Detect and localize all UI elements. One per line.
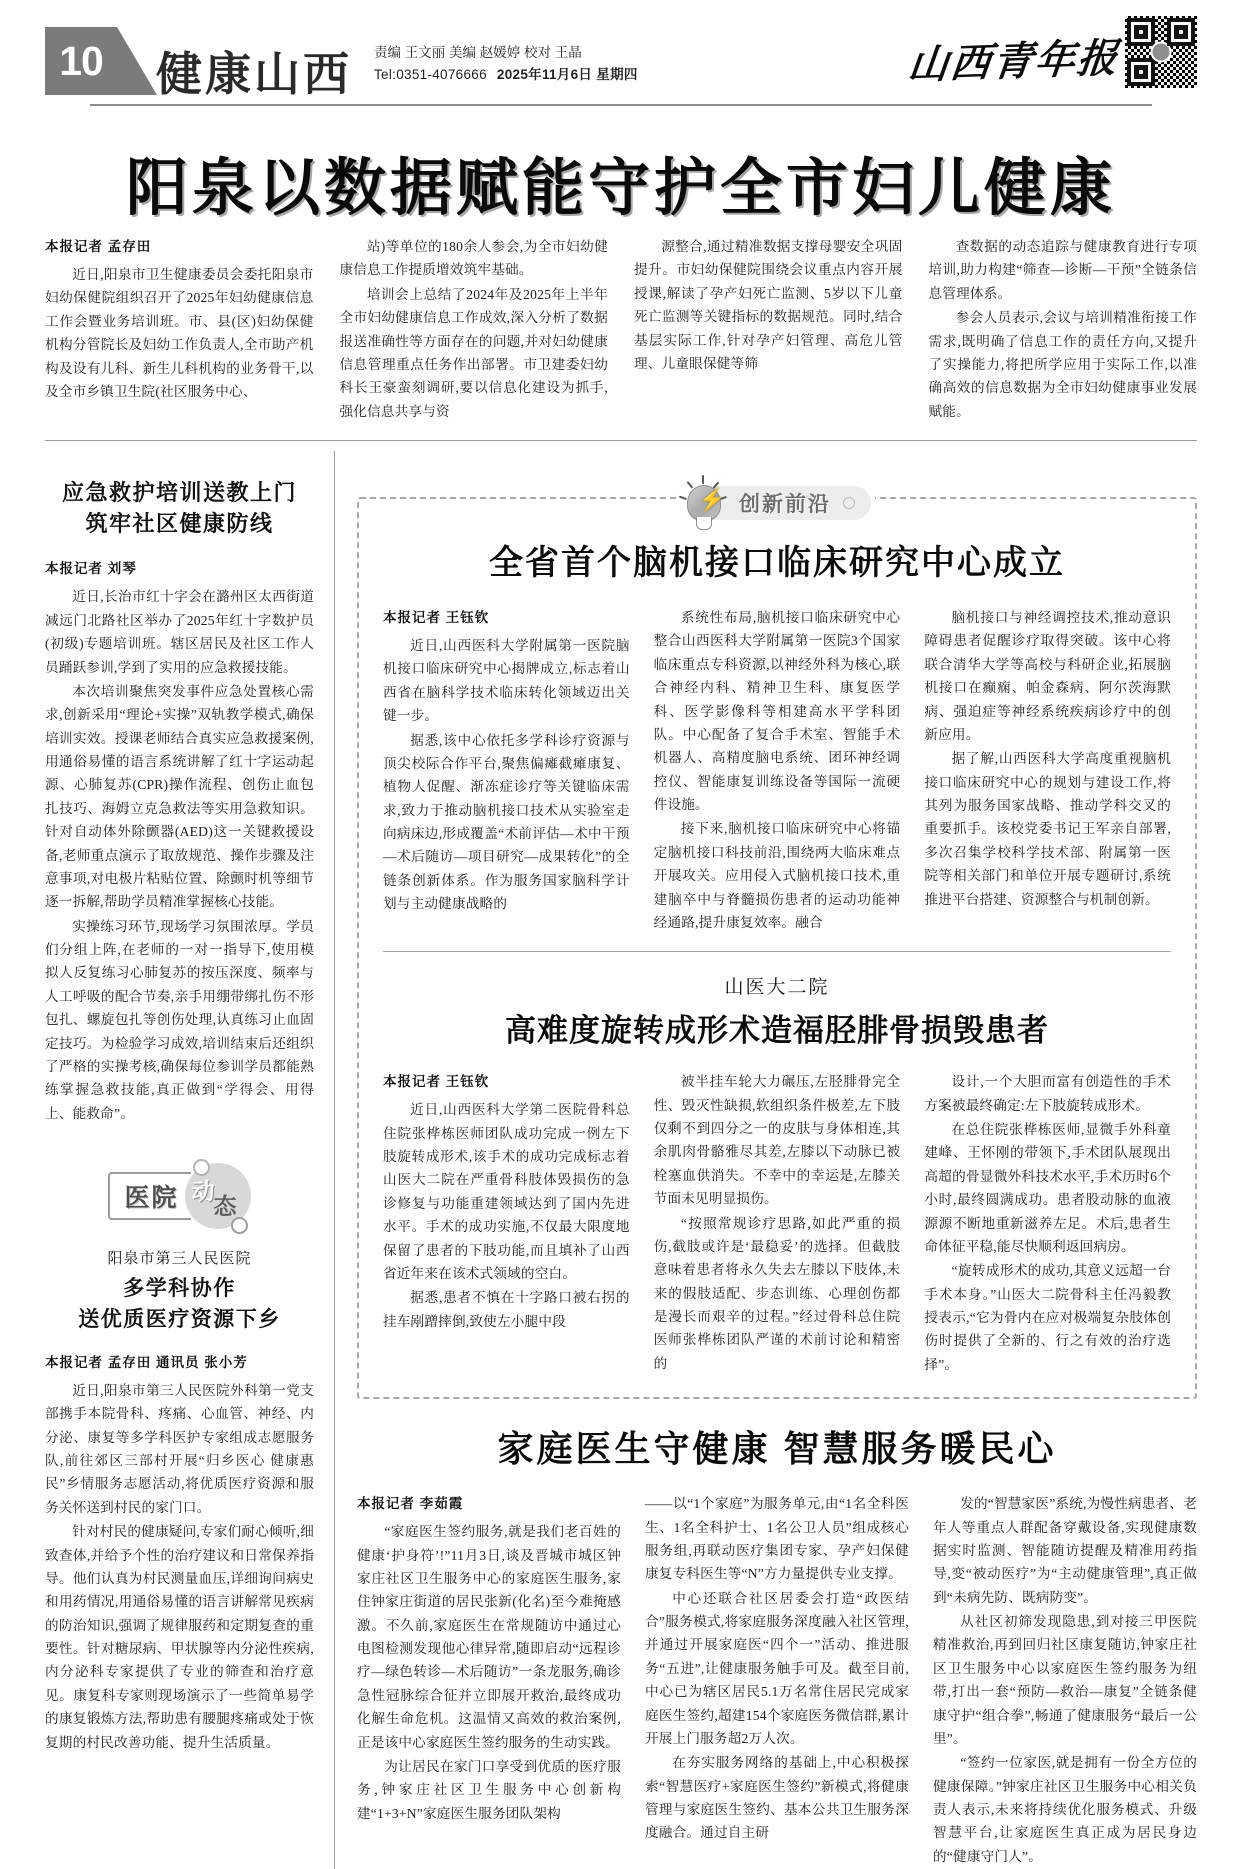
paragraph: “家庭医生签约服务,就是我们老百姓的健康‘护身符’!”11月3日,谈及晋城市城区钟家庄社区卫生服务中心的家庭医生服务,家住钟家庄街道的居民张新(化名)至今难掩感激。不久前,家庭医生在常规随访中通过心电图检测发现他心律异常,随即启动“远程诊疗—绿色转诊—术后随访”一条龙服务,确诊急性冠脉综合征并立即展开救治,最终成功化解生命危机。这温情又高效的救治案例,正是该中心家庭医生签约服务的生动实践。 — [357, 1524, 621, 1750]
paragraph: 针对村民的健康疑问,专家们耐心倾听,细致查体,并给予个性的治疗建议和日常保养指导。他们认真为村民测量血压,详细询问病史和用药情况,用通俗易懂的语言讲解常见疾病的防治知识,强调了规律服药和定期复查的重要性。针对糖尿病、甲状腺等内分泌性疾病,内分泌科专家提供了专业的筛查和治疗意见。康复科专家则现场演示了一些简单易学的康复锻炼方法,帮助患有腰腿疼痛或处于恢复期的村民改善功能、提升生活质量。 — [45, 1524, 314, 1750]
sidebar-article-1-title-line2: 筑牢社区健康防线 — [85, 511, 274, 537]
paragraph: “按照常规诊疗思路,如此严重的损伤,截肢或许是‘最稳妥’的选择。但截肢意味着患者将永久失去左膝以下肢体,未来的假肢适配、步态训练、心理创伤都是漫长而艰辛的过程。”经过骨科总住院医师张桦栋团队严谨的术前讨论和精密的 — [653, 1215, 901, 1371]
bottom-article — [357, 1421, 1197, 1869]
logo-frame — [108, 1172, 190, 1220]
page-number: 10 — [59, 37, 103, 84]
credits-telephone: Tel:0351-4076666 — [374, 66, 487, 82]
innovation-a2-column-1 — [383, 1070, 630, 1377]
paragraph: 设计,一个大胆而富有创造性的手术方案被最终确定:左下肢旋转成形术。 — [924, 1074, 1172, 1113]
paragraph: 从社区初筛发现隐患,到对接三甲医院精准救治,再到回归社区康复随访,钟家庄社区卫生服务中心以家庭医生签约服务为纽带,打出一套“预防—救治—康复”全链条健康守护“组合拳”,畅通了健康服务“最后一公里”。 — [933, 1614, 1197, 1746]
sidebar-article-1-title — [45, 477, 314, 539]
logo-circle-char1: 动 — [191, 1177, 215, 1204]
paragraph: 接下来,脑机接口临床研究中心将锚定脑机接口科技前沿,围绕两大临床难点开展攻关。应用侵入式脑机接口技术,重建脑卒中与脊髓损伤患者的运动功能神经通路,提升康复效率。融合 — [653, 821, 901, 930]
mid-region — [45, 451, 1197, 1869]
credits-contact-date — [374, 64, 638, 86]
paragraph: 本次培训聚焦突发事件应急处置核心需求,创新采用“理论+实操”双轨教学模式,确保培训实效。授课老师结合真实应急救援案例,用通俗易懂的语言系统讲解了红十字运动起源、心肺复苏(CPR)操作流程、创伤止血包扎技巧、海姆立克急救法等实用急救知识。针对自动体外除颤器(AED)这一关键救援设备,老师重点演示了取放规范、操作步骤及注意事项,对电极片粘贴位置、除颤时机等细节逐一拆解,帮助学员精准掌握核心技能。 — [45, 683, 314, 910]
sidebar-article-2-eyebrow: 阳泉市第三人民医院 — [107, 1250, 252, 1268]
badge-dot-icon — [843, 497, 855, 509]
bottom-article-byline: 本报记者 李茹霞 — [357, 1496, 464, 1512]
sidebar-article-2-title — [45, 1274, 314, 1335]
paragraph: 查数据的动态追踪与健康教育进行专项培训,助力构建“筛查—诊断—干预”全链条信息管理体系。 — [928, 239, 1197, 301]
innovation-a1-column-1 — [383, 606, 630, 935]
right-content-region — [335, 451, 1197, 1869]
hospital-dynamics-logo — [45, 1159, 314, 1233]
paragraph: “签约一位家医,就是拥有一份全方位的健康保障。”钟家庄社区卫生服务中心相关负责人表示,未来将持续优化服务模式、升级智慧平台,让家庭医生真正成为居民身边的“健康守门人”。 — [933, 1755, 1197, 1864]
innovation-article-1-title: 全省首个脑机接口临床研究中心成立 — [489, 544, 1065, 582]
innovation-a2-column-2 — [654, 1070, 901, 1377]
innovation-article-2-byline: 本报记者 王钰钦 — [383, 1074, 490, 1090]
paragraph: 近日,阳泉市卫生健康委员会委托阳泉市妇幼保健院组织召开了2025年妇幼健康信息工作会暨业务培训班。市、县(区)妇幼保健机构分管院长及妇幼工作负责人,全市助产机构及设有儿科、新生儿科机构的业务骨干,以及全市乡镇卫生院(社区服务中心、 — [45, 267, 314, 399]
paragraph: 脑机接口与神经调控技术,推动意识障碍患者促醒诊疗取得突破。该中心将联合清华大学等高校与科研企业,拓展脑机接口在癫痫、帕金森病、阿尔茨海默病、强迫症等神经系统疾病诊疗中的创新应用。 — [924, 610, 1172, 742]
folio-slant-shape — [117, 27, 157, 95]
paragraph: 据了解,山西医科大学高度重视脑机接口临床研究中心的规划与建设工作,将其列为服务国家战略、推动学科交叉的重要抓手。该校党委书记王军亲自部署,多次召集学校科学技术部、附属第一医院等相关部门和单位开展专题研讨,系统推进平台搭建、资源整合与机制创新。 — [924, 751, 1172, 907]
bulb-ray — [687, 481, 693, 488]
innovation-article-1-byline: 本报记者 王钰钦 — [383, 610, 490, 625]
paragraph: 在夯实服务网络的基础上,中心积极探索“智慧医疗+家庭医生签约”新模式,将健康管理与家庭医生签约、基本公共卫生服务深度融合。通过自主研 — [645, 1755, 909, 1841]
sidebar-article-2-byline: 本报记者 孟存田 通讯员 张小芳 — [45, 1354, 248, 1370]
paragraph: 实操练习环节,现场学习氛围浓厚。学员们分组上阵,在老师的一对一指导下,使用模拟人反复练习心肺复苏的按压深度、频率与人工呼吸的配合节奏,亲手用绷带绑扎伤不形包扎、螺旋包扎等创伤处理,认真练习止血固定技巧。为检验学习成效,培训结束后还组织了严格的实操考核,确保每位参训学员都能熟练掌握急救技能,真正做到“学得会、用得上、能救命”。 — [45, 918, 314, 1121]
lead-column-2 — [340, 235, 609, 424]
innovation-article-2-columns — [383, 1070, 1171, 1377]
innovation-frontier-box — [357, 487, 1197, 1399]
sidebar-article-1-title-line1: 应急救护培训送教上门 — [61, 480, 297, 505]
paragraph: 中心还联合社区居委会打造“政医结合”服务模式,将家庭服务深度融入社区管理,并通过开展家庭医“四个一”活动、推进服务“五进”,让健康服务触手可及。截至目前,中心已为辖区居民5.1万名常住居民完成家庭医生签约,超建154个家庭医务微信群,累计开展上门服务超2万人次。 — [645, 1590, 909, 1746]
innovation-a1-column-3 — [924, 606, 1171, 935]
masthead — [45, 0, 1197, 108]
innovation-a2-column-3 — [924, 1070, 1171, 1377]
sidebar-article-2-title-line2: 送优质医疗资源下乡 — [78, 1307, 281, 1331]
bottom-article-title: 家庭医生守健康 智慧服务暖民心 — [497, 1428, 1057, 1470]
paper-nameplate: 山西青年报 — [905, 35, 1122, 88]
innovation-badge — [679, 477, 875, 529]
credits-editors: 责编 王文丽 美编 赵媛婷 校对 王晶 — [374, 45, 582, 60]
masthead-divider — [90, 104, 1152, 106]
sidebar-article-1-byline: 本报记者 刘琴 — [45, 561, 137, 577]
paragraph: 发的“智慧家医”系统,为慢性病患者、老年人等重点人群配备穿戴设备,实现健康数据实时监测、智能随访提醒及精准用药指导,变“被动医疗”为“主动健康管理”,真正做到“未病先防、既病防变”。 — [933, 1496, 1197, 1605]
paragraph: 据悉,患者不慎在十字路口被右拐的挂车剐蹭摔倒,致使左小腿中段 — [383, 1290, 630, 1329]
bottom-column-2 — [645, 1492, 909, 1869]
sidebar-article-2-title-line1: 多学科协作 — [123, 1277, 236, 1301]
bulb-ray — [702, 475, 704, 484]
page-folio — [45, 27, 150, 95]
paragraph: 参会人员表示,会议与培训精准衔接工作需求,既明确了信息工作的责任方向,又提升了实操能力,将把所学应用于实际工作,以准确高效的信息数据为全市妇幼健康事业发展赋能。 — [928, 310, 1197, 419]
left-sidebar-column — [45, 451, 335, 1869]
section-title: 健康山西 — [156, 49, 352, 100]
paragraph: 系统性布局,脑机接口临床研究中心整合山西医科大学附属第一医院3个国家临床重点专科资源,以神经外科为核心,联合神经内科、精神卫生科、康复医学科、医学影像科等相建高水平学科团队。中心配备了复合手术室、智能手术机器人、高精度脑电系统、团环神经调控仪、智能康复训练设备等国际一流硬件设施。 — [653, 610, 901, 812]
masthead-right — [905, 16, 1197, 88]
lead-column-1 — [45, 235, 314, 424]
lead-article-columns — [45, 235, 1197, 424]
paragraph: 源整合,通过精准数据支撑母婴安全巩固提升。市妇幼保健院围绕会议重点内容开展授课,解读了孕产妇死亡监测、5岁以下儿童死亡监测等关键指标的数据规范。同时,结合基层实际工作,针对孕产妇管理、高危儿管理、儿童眼保健等筛 — [634, 239, 903, 371]
qr-code-icon[interactable] — [1125, 16, 1197, 88]
logo-circle-char2: 态 — [213, 1192, 237, 1219]
paragraph: 为让居民在家门口享受到优质的医疗服务,钟家庄社区卫生服务中心创新构建“1+3+N”家庭医生服务团队架构 — [357, 1758, 621, 1821]
innovation-badge-label: 创新前沿 — [739, 493, 831, 516]
qr-center-logo — [1151, 42, 1172, 63]
section-divider — [45, 440, 1197, 441]
bolt-glyph: ⚡ — [698, 487, 726, 512]
bottom-article-columns — [357, 1492, 1197, 1869]
bottom-column-3 — [933, 1492, 1197, 1869]
paragraph: 在总住院张桦栋医师,显微手外科童建峰、王怀刚的带领下,手术团队展现出高超的骨显微外科技术水平,手术历时6个小时,最终圆满成功。患者股动脉的血液源源不断地重新滋养左足。术后,患者生命体征平稳,能尽快顺利返回病房。 — [924, 1122, 1172, 1254]
lead-headline: 阳泉以数据赋能守护全市妇儿健康 — [125, 154, 1116, 223]
innovation-article-1-columns — [383, 606, 1171, 935]
paragraph: 近日,山西医科大学第二医院骨科总住院张桦栋医师团队成功完成一例左下肢旋转成形术,该手术的成功完成标志着山医大二院在严重骨科肢体毁损伤的急诊修复与功能重建领域达到了国内先进水平。手术的成功实施,不仅最大限度地保留了患者的下肢功能,而且填补了山西省近年来在该术式领域的空白。 — [383, 1102, 630, 1281]
paragraph: 培训会上总结了2024年及2025年上半年全市妇幼健康信息工作成效,深入分析了数据报送准确性等方面存在的问题,并对妇幼健康信息管理重点任务作出部署。市卫建委妇幼科长王豪蛮刻调研,要以信息化建设为抓手,强化信息共享与资 — [339, 286, 608, 419]
paragraph: 近日,山西医科大学附属第一医院脑机接口临床研究中心揭牌成立,标志着山西省在脑科学技术临床转化领域迈出关键一步。 — [383, 638, 630, 724]
paragraph: 站)等单位的180余人参会,为全市妇幼健康信息工作提质增效筑牢基础。 — [339, 239, 608, 278]
bottom-column-1 — [357, 1492, 621, 1869]
bulb-base — [696, 517, 712, 530]
lead-byline: 本报记者 孟存田 — [45, 239, 152, 254]
innovation-article-2-eyebrow: 山医大二院 — [724, 977, 830, 999]
paragraph: “旋转成形术的成功,其意义远超一台手术本身。”山医大二院骨科主任冯毅教授表示,“它为骨内在应对极端复杂肢体创伤时提供了全新的、行之有效的治疗选择”。 — [924, 1263, 1172, 1372]
lightbulb-bolt-icon — [683, 477, 726, 529]
qr-finder-bottom-left — [1127, 58, 1155, 86]
lead-column-4 — [929, 235, 1198, 424]
logo-word: 医院 — [124, 1184, 179, 1213]
lead-column-3 — [634, 235, 903, 424]
innovation-a1-column-2 — [654, 606, 901, 935]
innovation-article-2-title: 高难度旋转成形术造福胫腓骨损毁患者 — [505, 1013, 1049, 1049]
logo-circle — [185, 1163, 251, 1229]
bulb-ray — [679, 496, 687, 500]
credits-date: 2025年11月6日 星期四 — [496, 66, 638, 82]
paragraph: 近日,长治市红十字会在潞州区太西街道减远门北路社区举办了2025年红十字数护员(初级)专题培训班。辖区居民及社区工作人员踊跃参训,学到了实用的应急救援技能。 — [45, 589, 314, 675]
innovation-inner-divider — [383, 951, 1171, 952]
paragraph: 据悉,该中心依托多学科诊疗资源与顶尖校际合作平台,聚焦偏瘫截瘫康复、植物人促醒、渐冻症诊疗等关键临床需求,致力于推动脑机接口技术从实验室走向病床边,形成覆盖“术前评估—术中干预—术后随访—项目研究—成果转化”的全链条创新体系。作为服务国家脑科学计划与主动健康战略的 — [383, 732, 630, 912]
paragraph: 近日,阳泉市第三人民医院外科第一党支部携手本院骨科、疼痛、心血管、神经、内分泌、康复等多学科医护专家组成志愿服务队,前往郊区三部村开展“归乡医心 健康惠民”乡情服务志愿活动,将优质医疗资源和服务关怀送到村民的家门口。 — [45, 1382, 314, 1515]
paragraph: 被半挂车轮大力碾压,左胫腓骨完全性、毁灭性缺损,软组织条件极差,左下肢仅剩不到四分之一的皮肤与身体相连,其余肌肉骨骼雅尽其差,左膝以下动脉已被栓塞血供消失。不幸中的幸运是,左膝关节面未见明显损伤。 — [653, 1074, 901, 1207]
credits-block — [374, 42, 638, 86]
paragraph: ——以“1个家庭”为服务单元,由“1名全科医生、1名全科护士、1名公卫人员”组成核心服务组,再联动医疗集团专家、孕产妇保健康复专科医生等“N”方力量提供专业支撑。 — [645, 1496, 909, 1582]
